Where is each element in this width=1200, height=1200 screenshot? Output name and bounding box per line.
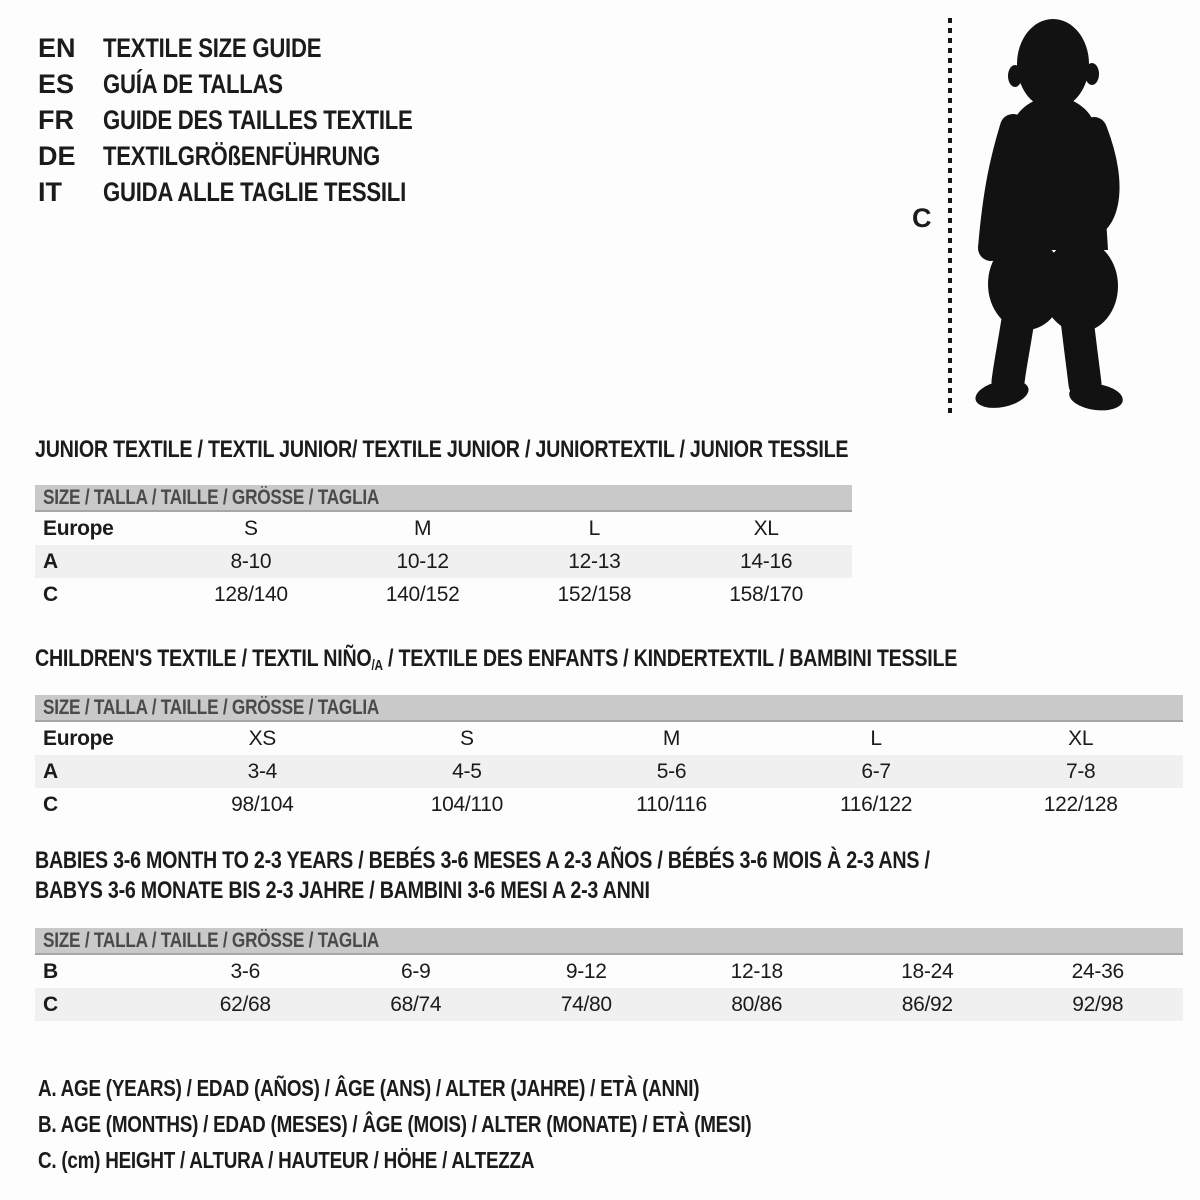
row-label-cell: C <box>43 582 58 606</box>
guide-title: GUÍA DE TALLAS <box>103 69 283 99</box>
height-dashed-line-icon <box>948 18 952 416</box>
row-label-cell: Europe <box>43 726 114 750</box>
size-cell: 4-5 <box>452 759 482 783</box>
table-row-months <box>35 955 1183 988</box>
language-row <box>38 102 481 138</box>
table-row-age <box>35 545 852 578</box>
size-cell: 92/98 <box>1072 992 1124 1016</box>
size-cell: XL <box>1068 726 1094 750</box>
size-header-text: SIZE / TALLA / TAILLE / GRÖSSE / TAGLIA <box>43 929 380 952</box>
size-header-text: SIZE / TALLA / TAILLE / GRÖSSE / TAGLIA <box>43 486 380 509</box>
size-header-text: SIZE / TALLA / TAILLE / GRÖSSE / TAGLIA <box>43 696 380 720</box>
height-figure <box>900 0 1200 435</box>
children-size-table <box>35 722 1183 821</box>
height-measure-label: C <box>912 203 932 233</box>
table-row-height <box>35 578 852 611</box>
size-cell: M <box>414 516 432 540</box>
babies-size-table <box>35 955 1183 1021</box>
language-code: IT <box>38 177 62 207</box>
row-label-cell: Europe <box>43 516 114 540</box>
size-cell: 86/92 <box>901 992 953 1016</box>
legend-line-b <box>38 1106 908 1142</box>
size-cell: L <box>588 516 601 540</box>
table-row-height <box>35 988 1183 1021</box>
children-title-suffix: / TEXTILE DES ENFANTS / KINDERTEXTIL / BAMBINI TESSILE <box>382 645 958 672</box>
legend-line-a <box>38 1070 908 1106</box>
size-cell: 6-7 <box>861 759 891 783</box>
size-cell: 68/74 <box>390 992 442 1016</box>
row-label-cell: A <box>43 549 58 573</box>
size-cell: 158/170 <box>729 582 804 606</box>
babies-title-line2-text: BABYS 3-6 MONATE BIS 2-3 JAHRE / BAMBINI 3-6 MESI A 2-3 ANNI <box>35 877 650 904</box>
language-row <box>38 30 481 66</box>
babies-title <box>35 846 1183 906</box>
children-title <box>35 645 1183 680</box>
size-header-bar <box>35 928 1183 955</box>
children-title-text <box>35 645 957 680</box>
size-cell: 10-12 <box>396 549 449 573</box>
size-cell: L <box>870 726 882 750</box>
legend-line-a-text: A. AGE (YEARS) / EDAD (AÑOS) / ÂGE (ANS) / ALTER (JAHRE) / ETÀ (ANNI) <box>38 1075 700 1101</box>
size-header-bar <box>35 695 1183 722</box>
guide-title: GUIDE DES TAILLES TEXTILE <box>103 105 413 135</box>
row-label-cell: C <box>43 992 58 1016</box>
row-label-cell: A <box>43 759 58 783</box>
babies-title-line1 <box>35 846 1183 876</box>
size-cell: 12-18 <box>730 959 783 983</box>
size-cell: S <box>460 726 474 750</box>
table-row-age <box>35 755 1183 788</box>
junior-title <box>35 436 852 464</box>
size-cell: 98/104 <box>231 792 294 816</box>
size-cell: 8-10 <box>230 549 272 573</box>
junior-size-table <box>35 512 852 611</box>
junior-section <box>35 436 852 611</box>
size-cell: 116/122 <box>839 792 913 816</box>
size-header-bar <box>35 485 852 512</box>
size-cell: 104/110 <box>430 792 504 816</box>
children-title-sub: /A <box>371 658 383 675</box>
guide-title: TEXTILE SIZE GUIDE <box>103 33 322 63</box>
table-row-europe <box>35 512 852 545</box>
size-cell: XL <box>753 516 779 540</box>
size-cell: 3-6 <box>230 959 260 983</box>
size-cell: 6-9 <box>401 959 431 983</box>
row-label-cell: C <box>43 792 58 816</box>
size-cell: 74/80 <box>560 992 612 1016</box>
measure-legend <box>38 1070 908 1178</box>
size-cell: 18-24 <box>901 959 954 983</box>
legend-line-b-text: B. AGE (MONTHS) / EDAD (MESES) / ÂGE (MOIS) / ALTER (MONATE) / ETÀ (MESI) <box>38 1111 752 1137</box>
toddler-silhouette-icon <box>958 12 1143 412</box>
babies-title-line2 <box>35 876 1183 906</box>
children-section <box>35 645 1183 821</box>
size-cell: S <box>244 516 258 540</box>
size-cell: M <box>662 726 681 750</box>
legend-line-c <box>38 1142 908 1178</box>
children-title-prefix: CHILDREN'S TEXTILE / TEXTIL NIÑO <box>35 645 372 672</box>
size-cell: 14-16 <box>740 549 793 573</box>
language-code: FR <box>38 105 74 135</box>
babies-section <box>35 846 1183 1021</box>
size-cell: 7-8 <box>1065 759 1096 783</box>
guide-title: TEXTILGRÖßENFÜHRUNG <box>103 141 380 171</box>
size-cell: 62/68 <box>219 992 271 1016</box>
table-row-europe <box>35 722 1183 755</box>
row-label-cell: B <box>43 959 58 983</box>
size-cell: 24-36 <box>1071 959 1124 983</box>
language-code: EN <box>38 33 76 63</box>
size-cell: 122/128 <box>1043 792 1118 816</box>
junior-title-text: JUNIOR TEXTILE / TEXTIL JUNIOR/ TEXTILE JUNIOR / JUNIORTEXTIL / JUNIOR TESSILE <box>35 436 849 463</box>
size-cell: 5-6 <box>656 759 687 783</box>
size-cell: 128/140 <box>213 582 288 606</box>
language-code: ES <box>38 69 75 99</box>
size-cell: 9-12 <box>565 959 607 983</box>
guide-title: GUIDA ALLE TAGLIE TESSILI <box>103 177 406 207</box>
size-cell: 12-13 <box>568 549 621 573</box>
babies-title-line1-text: BABIES 3-6 MONTH TO 2-3 YEARS / BEBÉS 3-6 MESES A 2-3 AÑOS / BÉBÉS 3-6 MOIS À 2-3 ANS / <box>35 847 930 874</box>
language-row <box>38 66 481 102</box>
legend-line-c-text: C. (cm) HEIGHT / ALTURA / HAUTEUR / HÖHE / ALTEZZA <box>38 1147 535 1173</box>
size-cell: 110/116 <box>636 792 707 816</box>
language-row <box>38 138 481 174</box>
size-cell: 3-4 <box>247 759 278 783</box>
language-row <box>38 174 481 210</box>
size-cell: 140/152 <box>385 582 460 606</box>
size-cell: 80/86 <box>731 992 783 1016</box>
language-code: DE <box>38 141 76 171</box>
language-title-list <box>38 30 481 210</box>
size-cell: XS <box>248 726 276 750</box>
size-cell: 152/158 <box>557 582 632 606</box>
table-row-height <box>35 788 1183 821</box>
